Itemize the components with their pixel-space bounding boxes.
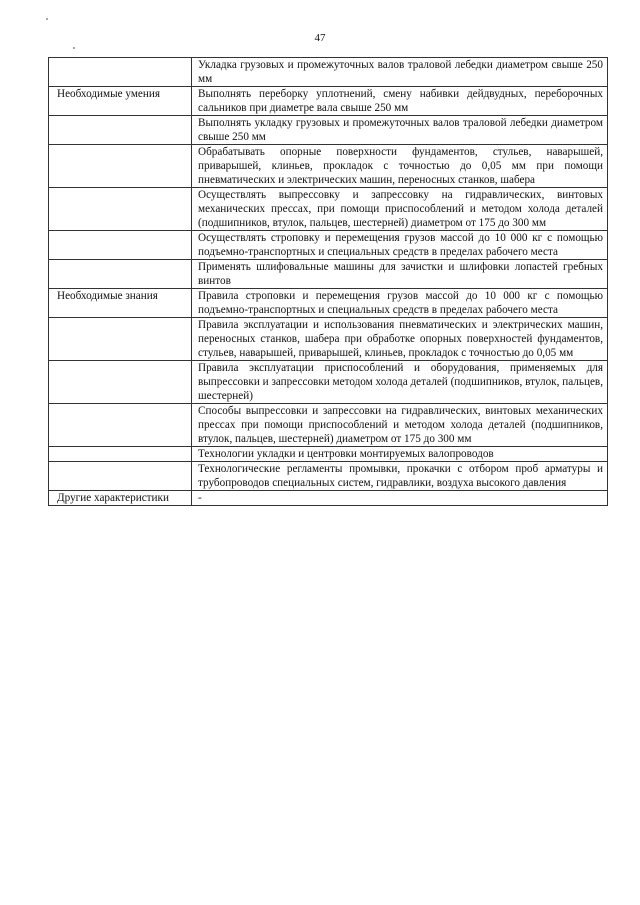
row-label: Необходимые знания — [49, 289, 192, 318]
table-row — [49, 361, 608, 404]
table-row — [49, 260, 608, 289]
competency-table — [48, 57, 608, 506]
row-content: Выполнять укладку грузовых и промежуточных валов траловой лебедки диаметром свыше 250 мм — [192, 116, 608, 145]
row-content: Применять шлифовальные машины для зачистки и шлифовки лопастей гребных винтов — [192, 260, 608, 289]
row-label: Необходимые умения — [49, 87, 192, 116]
table-row — [49, 462, 608, 491]
row-label — [49, 58, 192, 87]
table-row — [49, 231, 608, 260]
scan-speck — [46, 18, 48, 20]
row-label — [49, 318, 192, 361]
table-row — [49, 145, 608, 188]
table-row — [49, 188, 608, 231]
row-label — [49, 462, 192, 491]
row-content: Правила эксплуатации приспособлений и оборудования, применяемых для выпрессовки и запрессовки методом холода деталей (подшипников, втулок, пальцев, шестерней) — [192, 361, 608, 404]
row-content: Технологии укладки и центровки монтируемых валопроводов — [192, 447, 608, 462]
row-content: - — [192, 491, 608, 506]
row-content: Способы выпрессовки и запрессовки на гидравлических, винтовых механических прессах при помощи приспособлений и методом холода деталей (подшипников, втулок, пальцев, шестерней) диаметром от 175 до 300 мм — [192, 404, 608, 447]
row-label — [49, 404, 192, 447]
row-content: Обрабатывать опорные поверхности фундаментов, стульев, наварышей, приварышей, клиньев, прокладок с точностью до 0,05 мм при помощи пневматических и электрических машин, переносных станков, шабера — [192, 145, 608, 188]
row-content: Укладка грузовых и промежуточных валов траловой лебедки диаметром свыше 250 мм — [192, 58, 608, 87]
row-content: Правила эксплуатации и использования пневматических и электрических машин, переносных станков, шабера при обработке опорных поверхностей фундаментов, стульев, наварышей, приварышей, клиньев, прокладок с точностью до 0,05 мм — [192, 318, 608, 361]
table-row — [49, 289, 608, 318]
table-row — [49, 58, 608, 87]
table-row — [49, 116, 608, 145]
row-label — [49, 145, 192, 188]
page-number: 47 — [314, 32, 326, 44]
table-row — [49, 404, 608, 447]
row-label — [49, 260, 192, 289]
row-content: Осуществлять строповку и перемещения грузов массой до 10 000 кг с помощью подъемно-транспортных и специальных средств в пределах рабочего места — [192, 231, 608, 260]
row-content: Правила строповки и перемещения грузов массой до 10 000 кг с помощью подъемно-транспортных и специальных средств в пределах рабочего места — [192, 289, 608, 318]
scan-speck — [73, 47, 75, 49]
row-content: Технологические регламенты промывки, прокачки с отбором проб арматуры и трубопроводов специальных систем, гидравлики, воздуха высокого давления — [192, 462, 608, 491]
row-label — [49, 231, 192, 260]
row-label: Другие характеристики — [49, 491, 192, 506]
row-content: Выполнять переборку уплотнений, смену набивки дейдвудных, переборочных сальников при диаметре вала свыше 250 мм — [192, 87, 608, 116]
row-label — [49, 116, 192, 145]
table-row — [49, 447, 608, 462]
row-label — [49, 361, 192, 404]
table-row — [49, 87, 608, 116]
table-row — [49, 491, 608, 506]
row-content: Осуществлять выпрессовку и запрессовку на гидравлических, винтовых механических прессах, при помощи приспособлений и методом холода деталей (подшипников, втулок, пальцев, шестерней) диаметром от 175 до 300 мм — [192, 188, 608, 231]
row-label — [49, 188, 192, 231]
table-body — [49, 58, 608, 506]
table-row — [49, 318, 608, 361]
row-label — [49, 447, 192, 462]
